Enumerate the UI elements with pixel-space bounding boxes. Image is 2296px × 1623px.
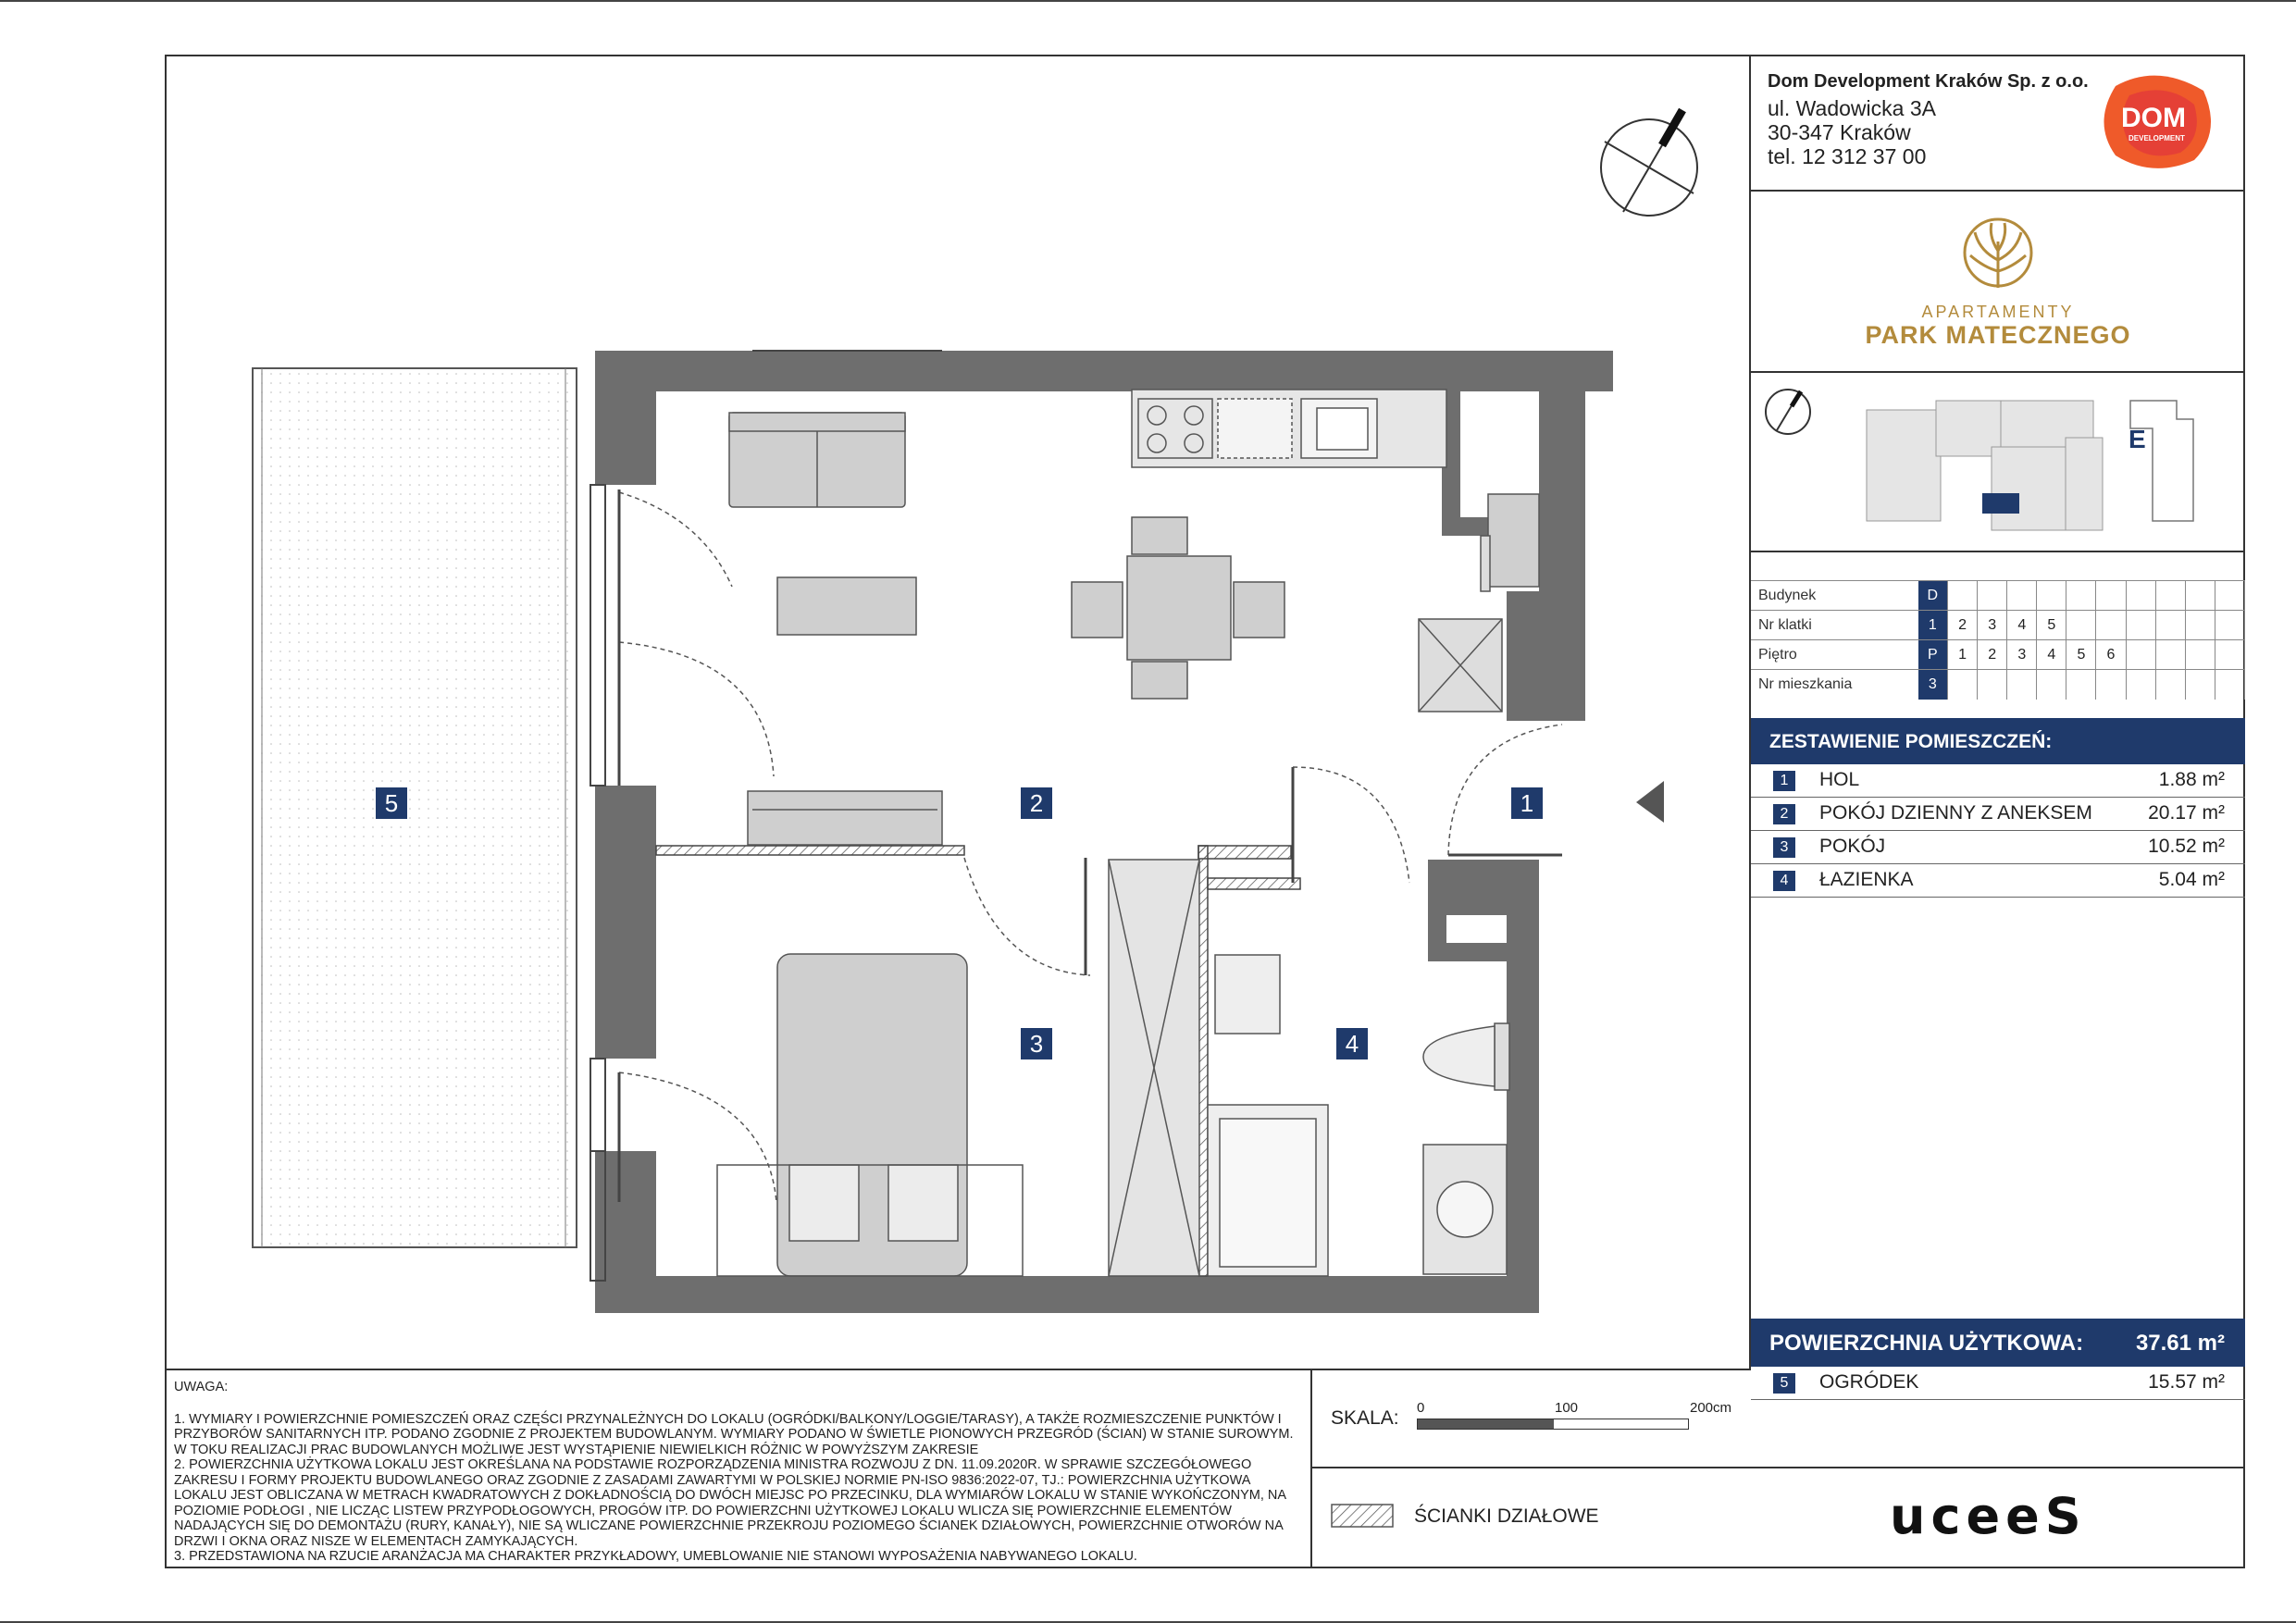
room-name: OGRÓDEK bbox=[1819, 1371, 1919, 1393]
floor-label: Piętro bbox=[1751, 640, 1918, 670]
total-area-bar bbox=[1751, 1319, 2245, 1367]
room-area: 20.17 m² bbox=[2148, 802, 2225, 824]
stair-5: 5 bbox=[2037, 611, 2066, 640]
room-name: POKÓJ bbox=[1819, 836, 1886, 857]
floor-plan-drawing bbox=[165, 55, 1751, 1369]
ucees-logo-text: uceeS bbox=[1890, 1487, 2087, 1545]
room-num: 1 bbox=[1773, 771, 1795, 791]
room-name: ŁAZIENKA bbox=[1819, 869, 1914, 890]
plan-label-room-2: 2 bbox=[1021, 787, 1052, 819]
row-unit bbox=[1751, 670, 2245, 700]
key-plan bbox=[1751, 373, 2245, 552]
note-1: 1. WYMIARY I POWIERZCHNIE POMIESZCZEŃ ORAZ CZĘŚCI PRZYNALEŻNYCH DO LOKALU (OGRÓDKI/BALKONY/LOGGIE/TARASY), A TAKŻE ROZMIESZCZENIE PUNKTÓW I PRZYBORÓW SANITARNYCH ITP. PODANO ZGODNIE Z PROJEKTEM BUDOWLANYM. WYMIARY PODANO W ŚWIETLE PIONOWYCH PRZEGRÓD (ŚCIAN) W STANIE SUROWYM. W TOKU REALIZACJI PRAC BUDOWLANYCH MOŻLIWE JEST WYSTĄPIENIE NIEWIELKICH RÓŻNIC W POWYŻSZYM ZAKRESIE bbox=[174, 1411, 1294, 1457]
partition-label: ŚCIANKI DZIAŁOWE bbox=[1414, 1505, 1599, 1527]
info-panel bbox=[1751, 55, 2245, 1568]
key-compass-icon bbox=[1766, 390, 1810, 434]
garden-area bbox=[253, 368, 577, 1247]
notes-block bbox=[165, 1369, 1312, 1568]
floor-6: 6 bbox=[2096, 640, 2126, 670]
room-num: 4 bbox=[1773, 871, 1795, 891]
unit-info-table bbox=[1751, 580, 2245, 700]
brand-line-1: APARTAMENTY bbox=[1921, 303, 2075, 321]
dom-development-logo bbox=[2097, 68, 2217, 174]
row-building bbox=[1751, 581, 2245, 611]
plan-label-room-3: 3 bbox=[1021, 1028, 1052, 1059]
scale-tick-0: 0 bbox=[1417, 1400, 1425, 1416]
company-phone: tel. 12 312 37 00 bbox=[1768, 144, 1927, 168]
key-building-letter: E bbox=[2128, 425, 2146, 453]
scale-bar bbox=[1417, 1419, 1689, 1430]
note-3: 3. PRZEDSTAWIONA NA RZUCIE ARANŻACJA MA CHARAKTER PRZYKŁADOWY, UMEBLOWANIE NIE STANOWI WYPOSAŻENIA NABYWANEGO LOKALU. bbox=[174, 1549, 1137, 1564]
room-num: 2 bbox=[1773, 804, 1795, 824]
partition-legend bbox=[1312, 1468, 1751, 1568]
floor-1: 1 bbox=[1948, 640, 1978, 670]
company-street: ul. Wadowicka 3A bbox=[1768, 96, 1936, 120]
stair-1: 1 bbox=[1918, 611, 1948, 640]
scale-label: SKALA: bbox=[1331, 1407, 1399, 1429]
floor-4: 4 bbox=[2037, 640, 2066, 670]
logo-subtext: DEVELOPMENT bbox=[2128, 134, 2185, 142]
room-row-5 bbox=[1751, 1367, 2245, 1400]
stair-2: 2 bbox=[1948, 611, 1978, 640]
scale-block bbox=[1312, 1369, 1751, 1468]
hatch-swatch-icon bbox=[1331, 1504, 1396, 1530]
panel-footer-divider bbox=[1751, 1467, 2245, 1468]
room-name: POKÓJ DZIENNY Z ANEKSEM bbox=[1819, 802, 2092, 824]
entrance-arrow-icon bbox=[1636, 781, 1664, 823]
room-area: 5.04 m² bbox=[2158, 869, 2225, 890]
total-value: 37.61 m² bbox=[2135, 1331, 2225, 1356]
room-name: HOL bbox=[1819, 769, 1860, 790]
floor-P: P bbox=[1918, 640, 1948, 670]
floor-3: 3 bbox=[2007, 640, 2037, 670]
ucees-logo bbox=[1890, 1487, 2112, 1545]
logo-text: DOM bbox=[2121, 103, 2186, 133]
note-2: 2. POWIERZCHNIA UŻYTKOWA LOKALU JEST OKREŚLANA NA PODSTAWIE ROZPORZĄDZENIA MINISTRA ROZWOJU Z DN. 11.09.2020R. W SPRAWIE SZCZEGÓŁOWEGO ZAKRESU I FORMY PROJEKTU BUDOWLANEGO ORAZ ZGODNIE Z ZASADAMI ZAWARTYMI W POLSKIEJ NORMIE PN-ISO 9836:2022-07, TJ.: POWIERZCHNIA UŻYTKOWA LOKALU JEST OBLICZANA W METRACH KWADRATOWYCH Z DOKŁADNOŚCIĄ DO DWÓCH MIEJSC PO PRZECINKU, DLA WYMIARÓW LOKALU W STANIE WYKOŃCZONYM, NA POZIOMIE PODŁOGI , NIE LICZĄC LISTEW PRZYPODŁOGOWYCH, PROGÓW ITP. DO POWIERZCHNI UŻYTKOWEJ LOKALU WLICZA SIĘ POWIERZCHNIE ELEMENTÓW NADAJĄCYCH SIĘ DO DEMONTAŻU (RURY, KANAŁY), NIE SĄ WLICZANE POWIERZCHNIE PRZEKROJU POZIOMEGO ŚCIANEK DZIAŁOWYCH, POWIERZCHNIE OTWORÓW NA DRZWI I OKNA ORAZ NISZE W ELEMENTACH ZAMYKAJĄCYCH. bbox=[174, 1457, 1286, 1549]
scale-tick-200: 200cm bbox=[1690, 1400, 1732, 1416]
unit-label: Nr mieszkania bbox=[1751, 670, 1918, 700]
floor-2: 2 bbox=[1978, 640, 2007, 670]
row-stair bbox=[1751, 611, 2245, 640]
plan-label-room-4: 4 bbox=[1336, 1028, 1368, 1059]
room-area: 15.57 m² bbox=[2148, 1371, 2225, 1393]
room-area: 10.52 m² bbox=[2148, 836, 2225, 857]
building-value: D bbox=[1918, 581, 1948, 611]
tree-logo-icon bbox=[1956, 214, 2040, 297]
partition-walls bbox=[656, 846, 1300, 1276]
page-top-rule bbox=[0, 0, 2296, 2]
room-row-4 bbox=[1751, 864, 2245, 898]
stair-label: Nr klatki bbox=[1751, 611, 1918, 640]
brand-line-2: PARK MATECZNEGO bbox=[1865, 321, 2131, 349]
brand-block bbox=[1751, 192, 2245, 373]
room-area: 1.88 m² bbox=[2158, 769, 2225, 790]
scale-tick-100: 100 bbox=[1555, 1400, 1579, 1416]
company-city: 30-347 Kraków bbox=[1768, 120, 1911, 144]
notes-heading: UWAGA: bbox=[174, 1380, 229, 1394]
plan-label-room-1: 1 bbox=[1511, 787, 1543, 819]
stair-3: 3 bbox=[1978, 611, 2007, 640]
room-row-2 bbox=[1751, 798, 2245, 831]
rooms-header: ZESTAWIENIE POMIESZCZEŃ: bbox=[1751, 718, 2245, 764]
room-row-3 bbox=[1751, 831, 2245, 864]
north-compass-icon bbox=[1601, 110, 1697, 216]
furniture bbox=[717, 390, 1539, 1276]
unit-value: 3 bbox=[1918, 670, 1948, 700]
room-num: 3 bbox=[1773, 837, 1795, 858]
key-plan-drawing bbox=[1751, 373, 2245, 552]
stair-4: 4 bbox=[2007, 611, 2037, 640]
room-num: 5 bbox=[1773, 1373, 1795, 1394]
row-floor bbox=[1751, 640, 2245, 670]
company-block bbox=[1751, 55, 2245, 192]
plan-label-room-5: 5 bbox=[376, 787, 407, 819]
scale-bar-filled bbox=[1418, 1419, 1554, 1429]
total-label: POWIERZCHNIA UŻYTKOWA: bbox=[1769, 1331, 2084, 1356]
building-label: Budynek bbox=[1751, 581, 1918, 611]
floor-plan-area bbox=[165, 55, 1751, 1369]
floor-5: 5 bbox=[2066, 640, 2096, 670]
company-name: Dom Development Kraków Sp. z o.o. bbox=[1768, 71, 2089, 92]
room-row-1 bbox=[1751, 764, 2245, 798]
